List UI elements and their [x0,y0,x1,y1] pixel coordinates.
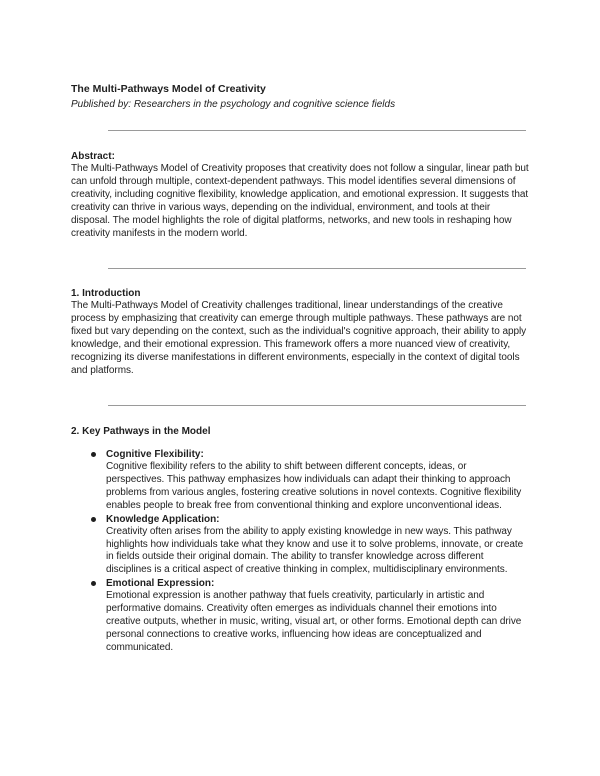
divider [108,405,526,406]
key-pathways-heading: 2. Key Pathways in the Model [71,426,211,437]
abstract-text: The Multi-Pathways Model of Creativity proposes that creativity does not follow a singular, linear path but can unfold through multiple, context-dependent pathways. This model identifies several dimensions of creativity, including cognitive flexibility, knowledge application, and emotional expression. It suggests that creativity can thrive in various ways, depending on the individual, environment, and tools at their disposal. The model highlights the role of digital platforms, networks, and new tools in reshaping how creativity manifests in the modern world. [71,163,529,239]
abstract-heading: Abstract: [71,151,115,162]
pathway-text: Creativity often arises from the ability to apply existing knowledge in new ways. This pathway highlights how individuals take what they know and use it to solve problems, innovate, or create in fields outside their original domain. The ability to transfer knowledge across different disciplines is a critical aspect of creative thinking in complex, multidisciplinary environments. [106,525,524,576]
pathway-title: Emotional Expression: [106,578,215,590]
divider [108,268,526,269]
pathway-title: Knowledge Application: [106,513,220,525]
list-item [71,448,541,513]
bullet-icon [91,452,96,457]
list-item [71,513,541,578]
pathway-text: Cognitive flexibility refers to the ability to shift between different concepts, ideas, or perspectives. This pathway emphasizes how individuals can adapt their thinking to approach problems from various angles, fostering creative solutions in novel contexts. Cognitive flexibility enables people to break free from conventional thinking and explore unconventional ideas. [106,461,522,511]
document-title: The Multi-Pathways Model of Creativity [71,83,266,95]
pathways-list [71,448,541,655]
bullet-icon [91,517,96,522]
pathway-text: Emotional expression is another pathway that fuels creativity, particularly in artistic and performative domains. Creativity often emerges as individuals channel their emotions into creative outputs, whether in music, writing, visual art, or other forms. Emotional depth can drive personal connections to creative works, influencing how ideas are conceptualized and communicated. [106,590,522,653]
introduction-text: The Multi-Pathways Model of Creativity challenges traditional, linear understandings of the creative process by emphasizing that creativity can emerge through multiple pathways. These pathways are not fixed but vary depending on the context, such as the individual's cognitive approach, their ability to apply knowledge, and their emotional expression. This framework offers a more nuanced view of creativity, recognizing its diverse manifestations in different environments, especially in the context of digital tools and platforms. [71,300,527,376]
divider [108,130,526,131]
published-by: Published by: Researchers in the psychology and cognitive science fields [71,99,396,110]
list-item [71,577,541,655]
introduction-heading: 1. Introduction [71,288,141,299]
bullet-icon [91,581,96,586]
pathway-title: Cognitive Flexibility: [106,449,204,460]
